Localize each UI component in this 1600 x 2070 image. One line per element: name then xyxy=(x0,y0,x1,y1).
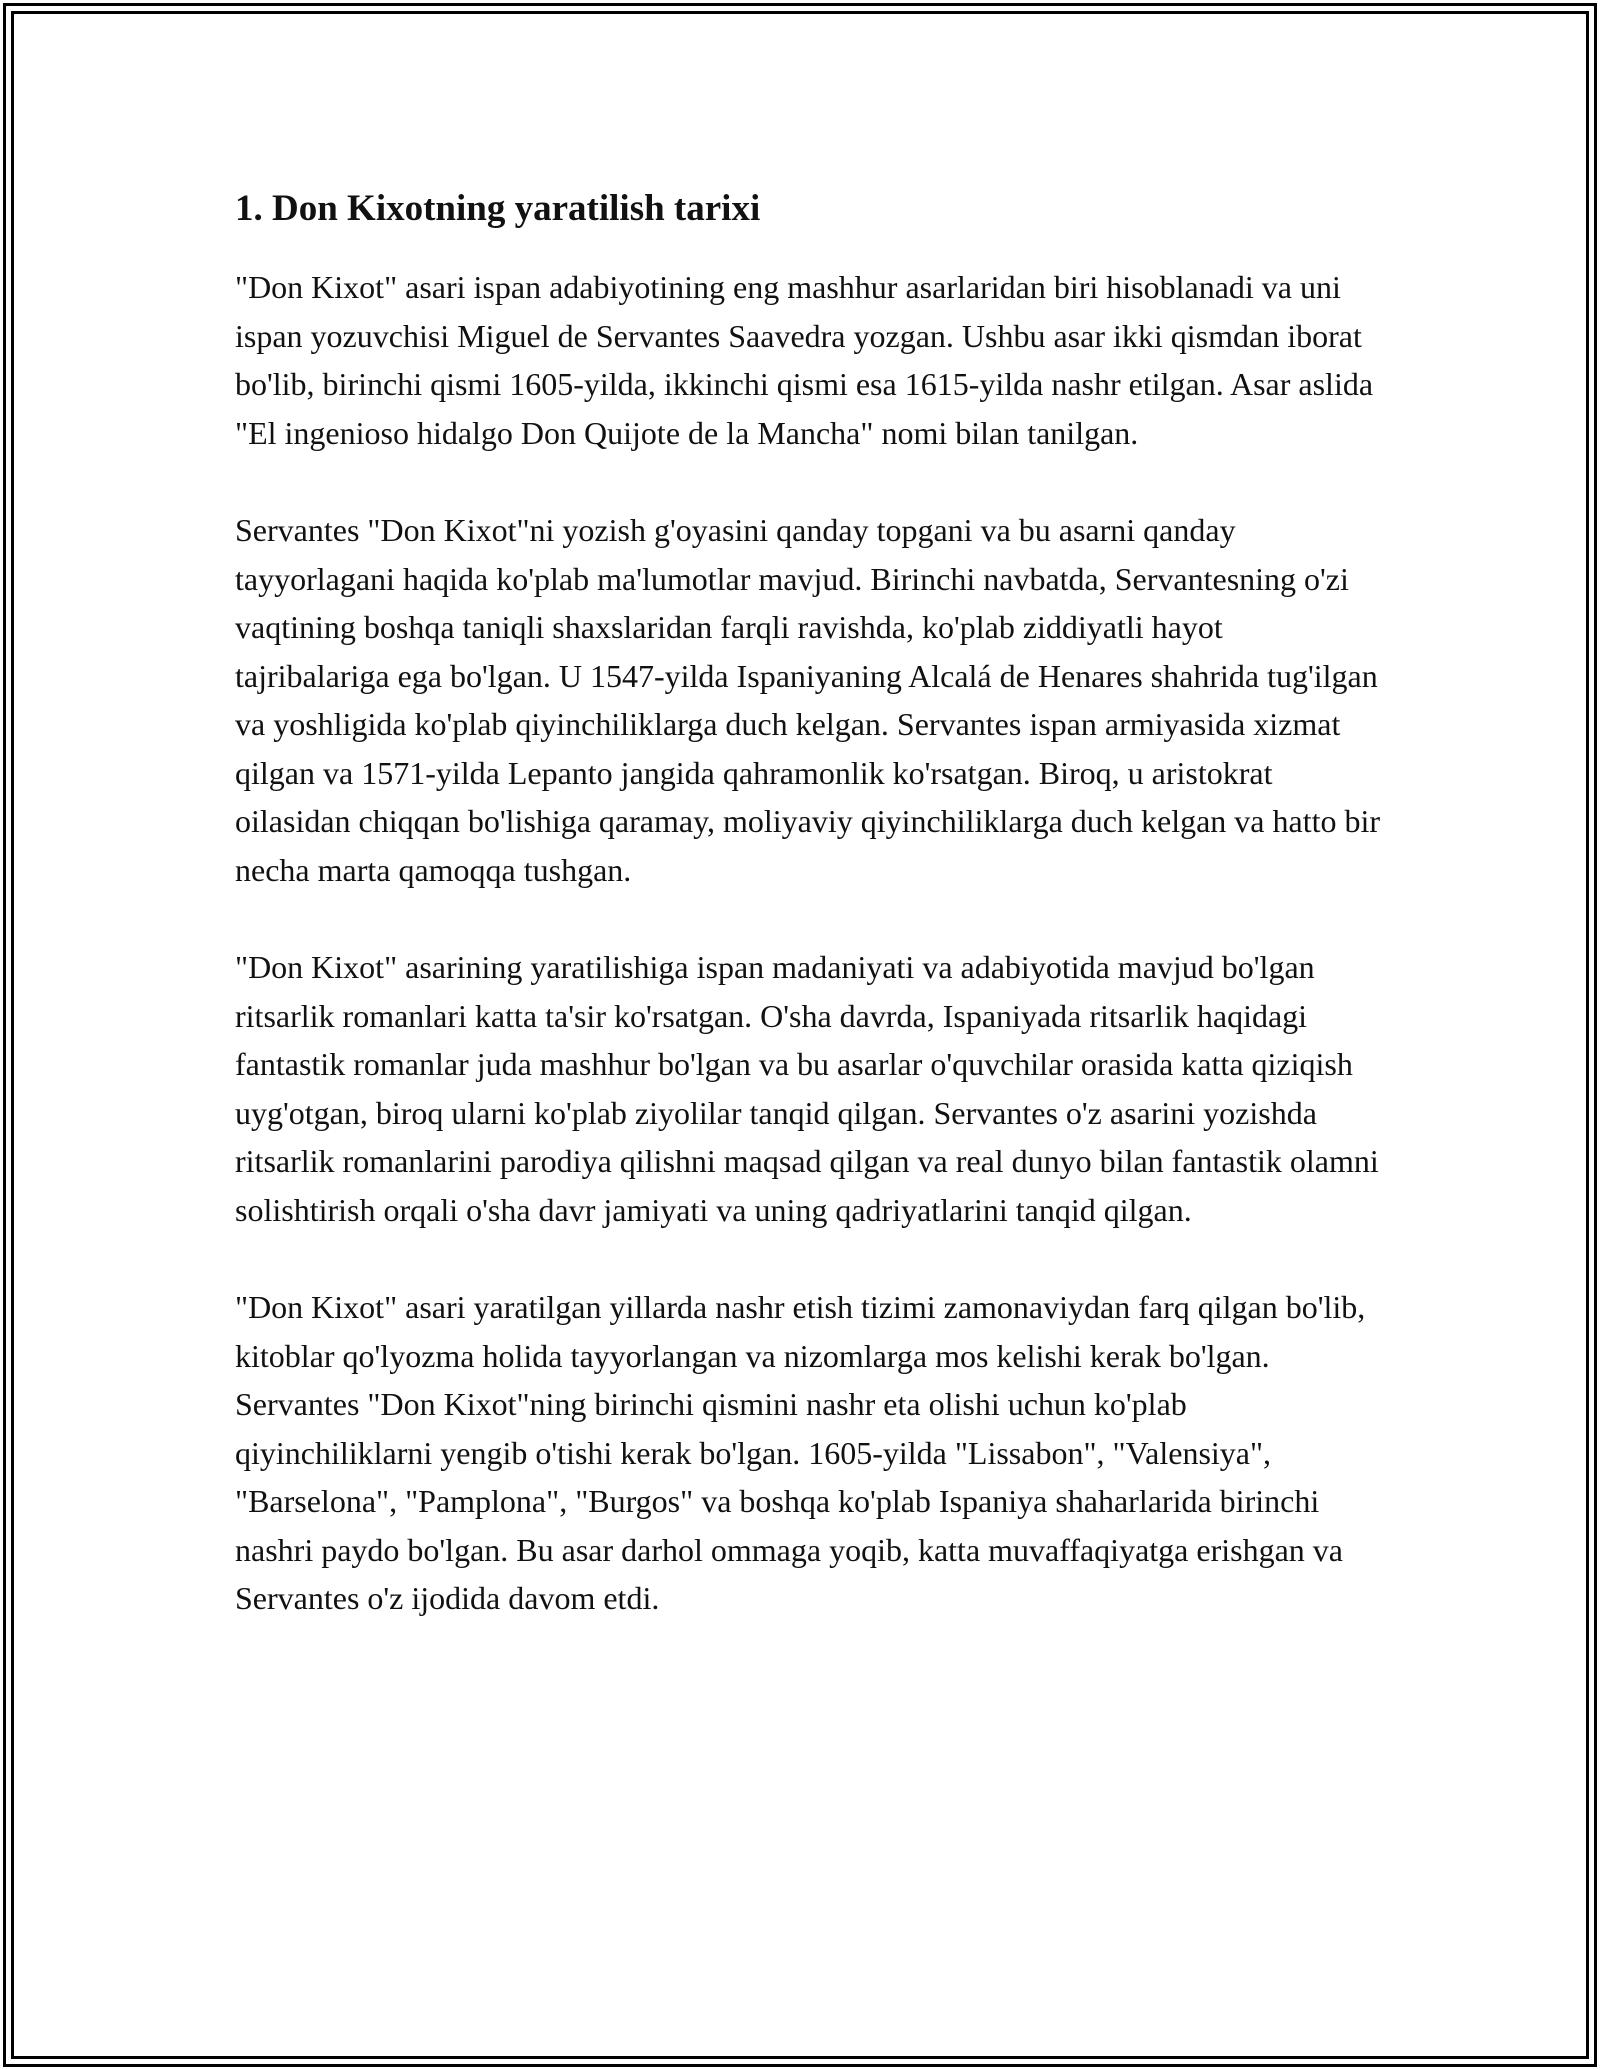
paragraph-4: "Don Kixot" asari yaratilgan yillarda nashr etish tizimi zamonaviydan farq qilgan bo'lib, kitoblar qo'lyozma holida tayyorlangan va nizomlarga mos kelishi kerak bo'lgan. Servantes "Don Kixot"ning birinchi qismini nashr eta olishi uchun ko'plab qiyinchiliklarni yengib o'tishi kerak bo'lgan. 1605-yilda "Lissabon", "Valensiya", "Barselona", "Pamplona", "Burgos" va boshqa ko'plab Ispaniya shaharlarida birinchi nashri paydo bo'lgan. Bu asar darhol ommaga yoqib, katta muvaffaqiyatga erishgan va Servantes o'z ijodida davom etdi. xyxy=(235,1289,1366,1617)
paragraph-2: Servantes "Don Kixot"ni yozish g'oyasini qanday topgani va bu asarni qanday tayyorlagani haqida ko'plab ma'lumotlar mavjud. Birinchi navbatda, Servantesning o'zi vaqtining boshqa taniqli shaxslaridan farqli ravishda, ko'plab ziddiyatli hayot tajribalariga ega bo'lgan. U 1547-yilda Ispaniyaning Alcalá de Henares shahrida tug'ilgan va yoshligida ko'plab qiyinchiliklarga duch kelgan. Servantes ispan armiyasida xizmat qilgan va 1571-yilda Lepanto jangida qahramonlik ko'rsatgan. Biroq, u aristokrat oilasidan chiqqan bo'lishiga qaramay, moliyaviy qiyinchiliklarga duch kelgan va hatto bir necha marta qamoqqa tushgan. xyxy=(235,512,1381,888)
document-body xyxy=(235,185,1385,1672)
paragraph-3: "Don Kixot" asarining yaratilishiga ispan madaniyati va adabiyotida mavjud bo'lgan ritsarlik romanlari katta ta'sir ko'rsatgan. O'sha davrda, Ispaniyada ritsarlik haqidagi fantastik romanlar juda mashhur bo'lgan va bu asarlar o'quvchilar orasida katta qiziqish uyg'otgan, biroq ularni ko'plab ziyolilar tanqid qilgan. Servantes o'z asarini yozishda ritsarlik romanlarini parodiya qilishni maqsad qilgan va real dunyo bilan fantastik olamni solishtirish orqali o'sha davr jamiyati va uning qadriyatlarini tanqid qilgan. xyxy=(235,949,1379,1228)
paragraph-1: "Don Kixot" asari ispan adabiyotining eng mashhur asarlaridan biri hisoblanadi va uni ispan yozuvchisi Miguel de Servantes Saavedra yozgan. Ushbu asar ikki qismdan iborat bo'lib, birinchi qismi 1605-yilda, ikkinchi qismi esa 1615-yilda nashr etilgan. Asar aslida "El ingenioso hidalgo Don Quijote de la Mancha" nomi bilan tanilgan. xyxy=(235,269,1374,451)
section-heading: 1. Don Kixotning yaratilish tarixi xyxy=(235,188,761,229)
